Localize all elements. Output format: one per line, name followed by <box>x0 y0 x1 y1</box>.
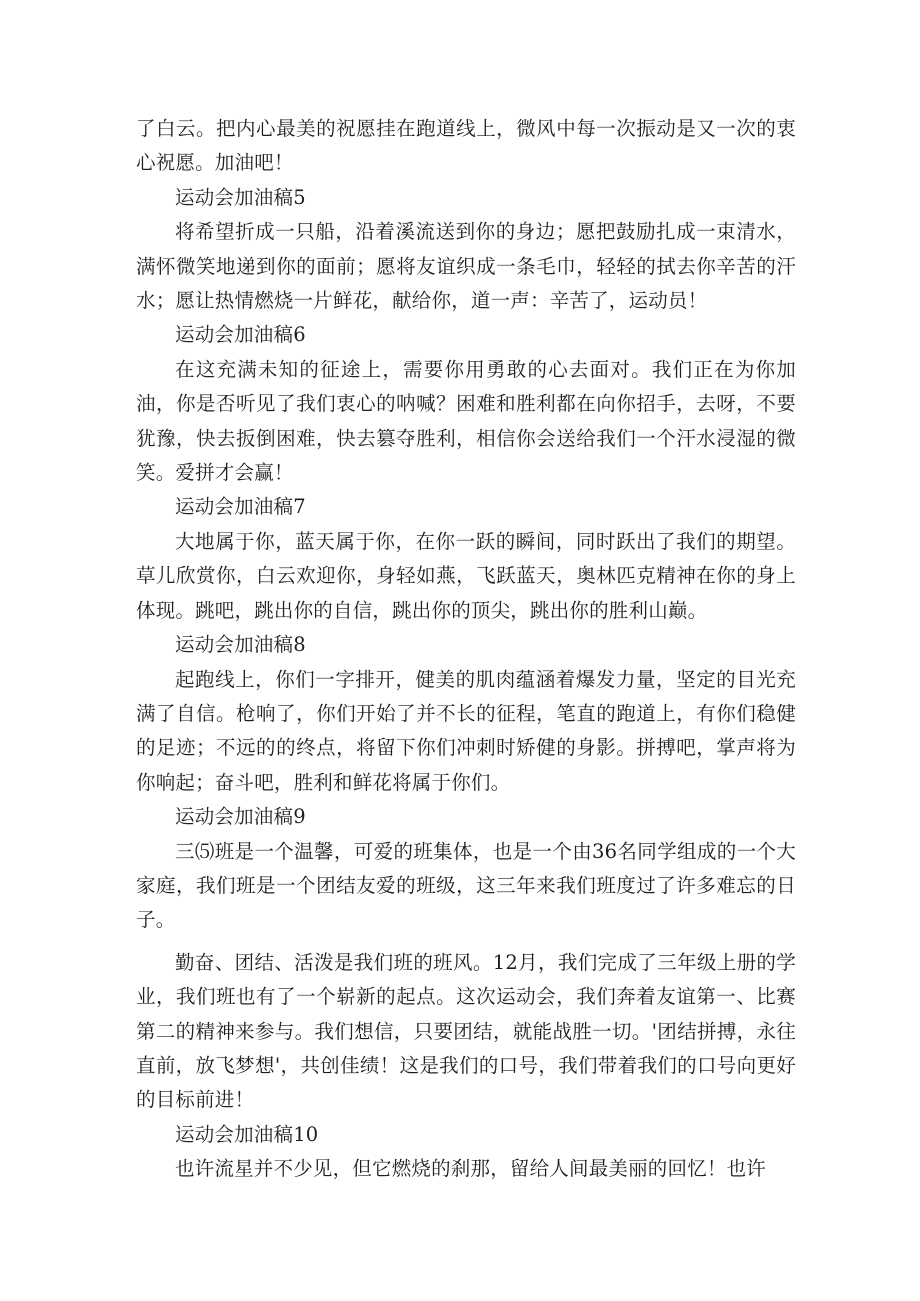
paragraph-7: 大地属于你，蓝天属于你，在你一跃的瞬间，同时跃出了我们的期望。草儿欣赏你，白云欢迎你，身轻如燕，飞跃蓝天，奥林匹克精神在你的身上体现。跳吧，跳出你的自信，跳出你的顶尖，跳出你的胜利山巅。 <box>136 529 796 622</box>
paragraph-5: 将希望折成一只船，沿着溪流送到你的身边；愿把鼓励扎成一束清水，满怀微笑地递到你的面前；愿将友谊织成一条毛巾，轻轻的拭去你辛苦的汗水；愿让热情燃烧一片鲜花，献给你，道一声：辛苦了，运动员！ <box>136 220 796 313</box>
section-heading-9: 运动会加油稿9 <box>175 805 306 829</box>
section-heading-8: 运动会加油稿8 <box>175 633 306 657</box>
section-heading-7: 运动会加油稿7 <box>175 495 306 519</box>
paragraph-6: 在这充满未知的征途上，需要你用勇敢的心去面对。我们正在为你加油，你是否听见了我们衷心的呐喊？困难和胜利都在向你招手，去呀，不要犹豫，快去扳倒困难，快去篡夺胜利，相信你会送给我们一个汗水浸湿的微笑。爱拼才会赢！ <box>136 357 796 485</box>
paragraph-9b: 勤奋、团结、活泼是我们班的班风。12月，我们完成了三年级上册的学业，我们班也有了一个崭新的起点。这次运动会，我们奔着友谊第一、比赛第二的精神来参与。我们想信，只要团结，就能战胜一切。'团结拼搏，永往直前，放飞梦想'，共创佳绩！这是我们的口号，我们带着我们的口号向更好的目标前进！ <box>136 950 796 1112</box>
section-heading-5: 运动会加油稿5 <box>175 185 306 209</box>
section-heading-10: 运动会加油稿10 <box>175 1122 319 1146</box>
paragraph-8: 起跑线上，你们一字排开，健美的肌肉蕴涵着爆发力量，坚定的目光充满了自信。枪响了，你们开始了并不长的征程，笔直的跑道上，有你们稳健的足迹；不远的的终点，将留下你们冲刺时矫健的身影。拼搏吧，掌声将为你响起；奋斗吧，胜利和鲜花将属于你们。 <box>136 667 796 794</box>
document-body <box>136 112 796 1187</box>
paragraph-9a: 三⑸班是一个温馨，可爱的班集体，也是一个由36名同学组成的一个大家庭，我们班是一个团结友爱的班级，这三年来我们班度过了许多难忘的日子。 <box>136 839 796 932</box>
paragraph-gap <box>136 938 796 946</box>
paragraph-continued: 了白云。把内心最美的祝愿挂在跑道线上，微风中每一次振动是又一次的衷心祝愿。加油吧！ <box>136 117 796 175</box>
section-heading-6: 运动会加油稿6 <box>175 323 306 347</box>
paragraph-10: 也许流星并不少见，但它燃烧的刹那，留给人间最美丽的回忆！也许 <box>175 1157 767 1181</box>
